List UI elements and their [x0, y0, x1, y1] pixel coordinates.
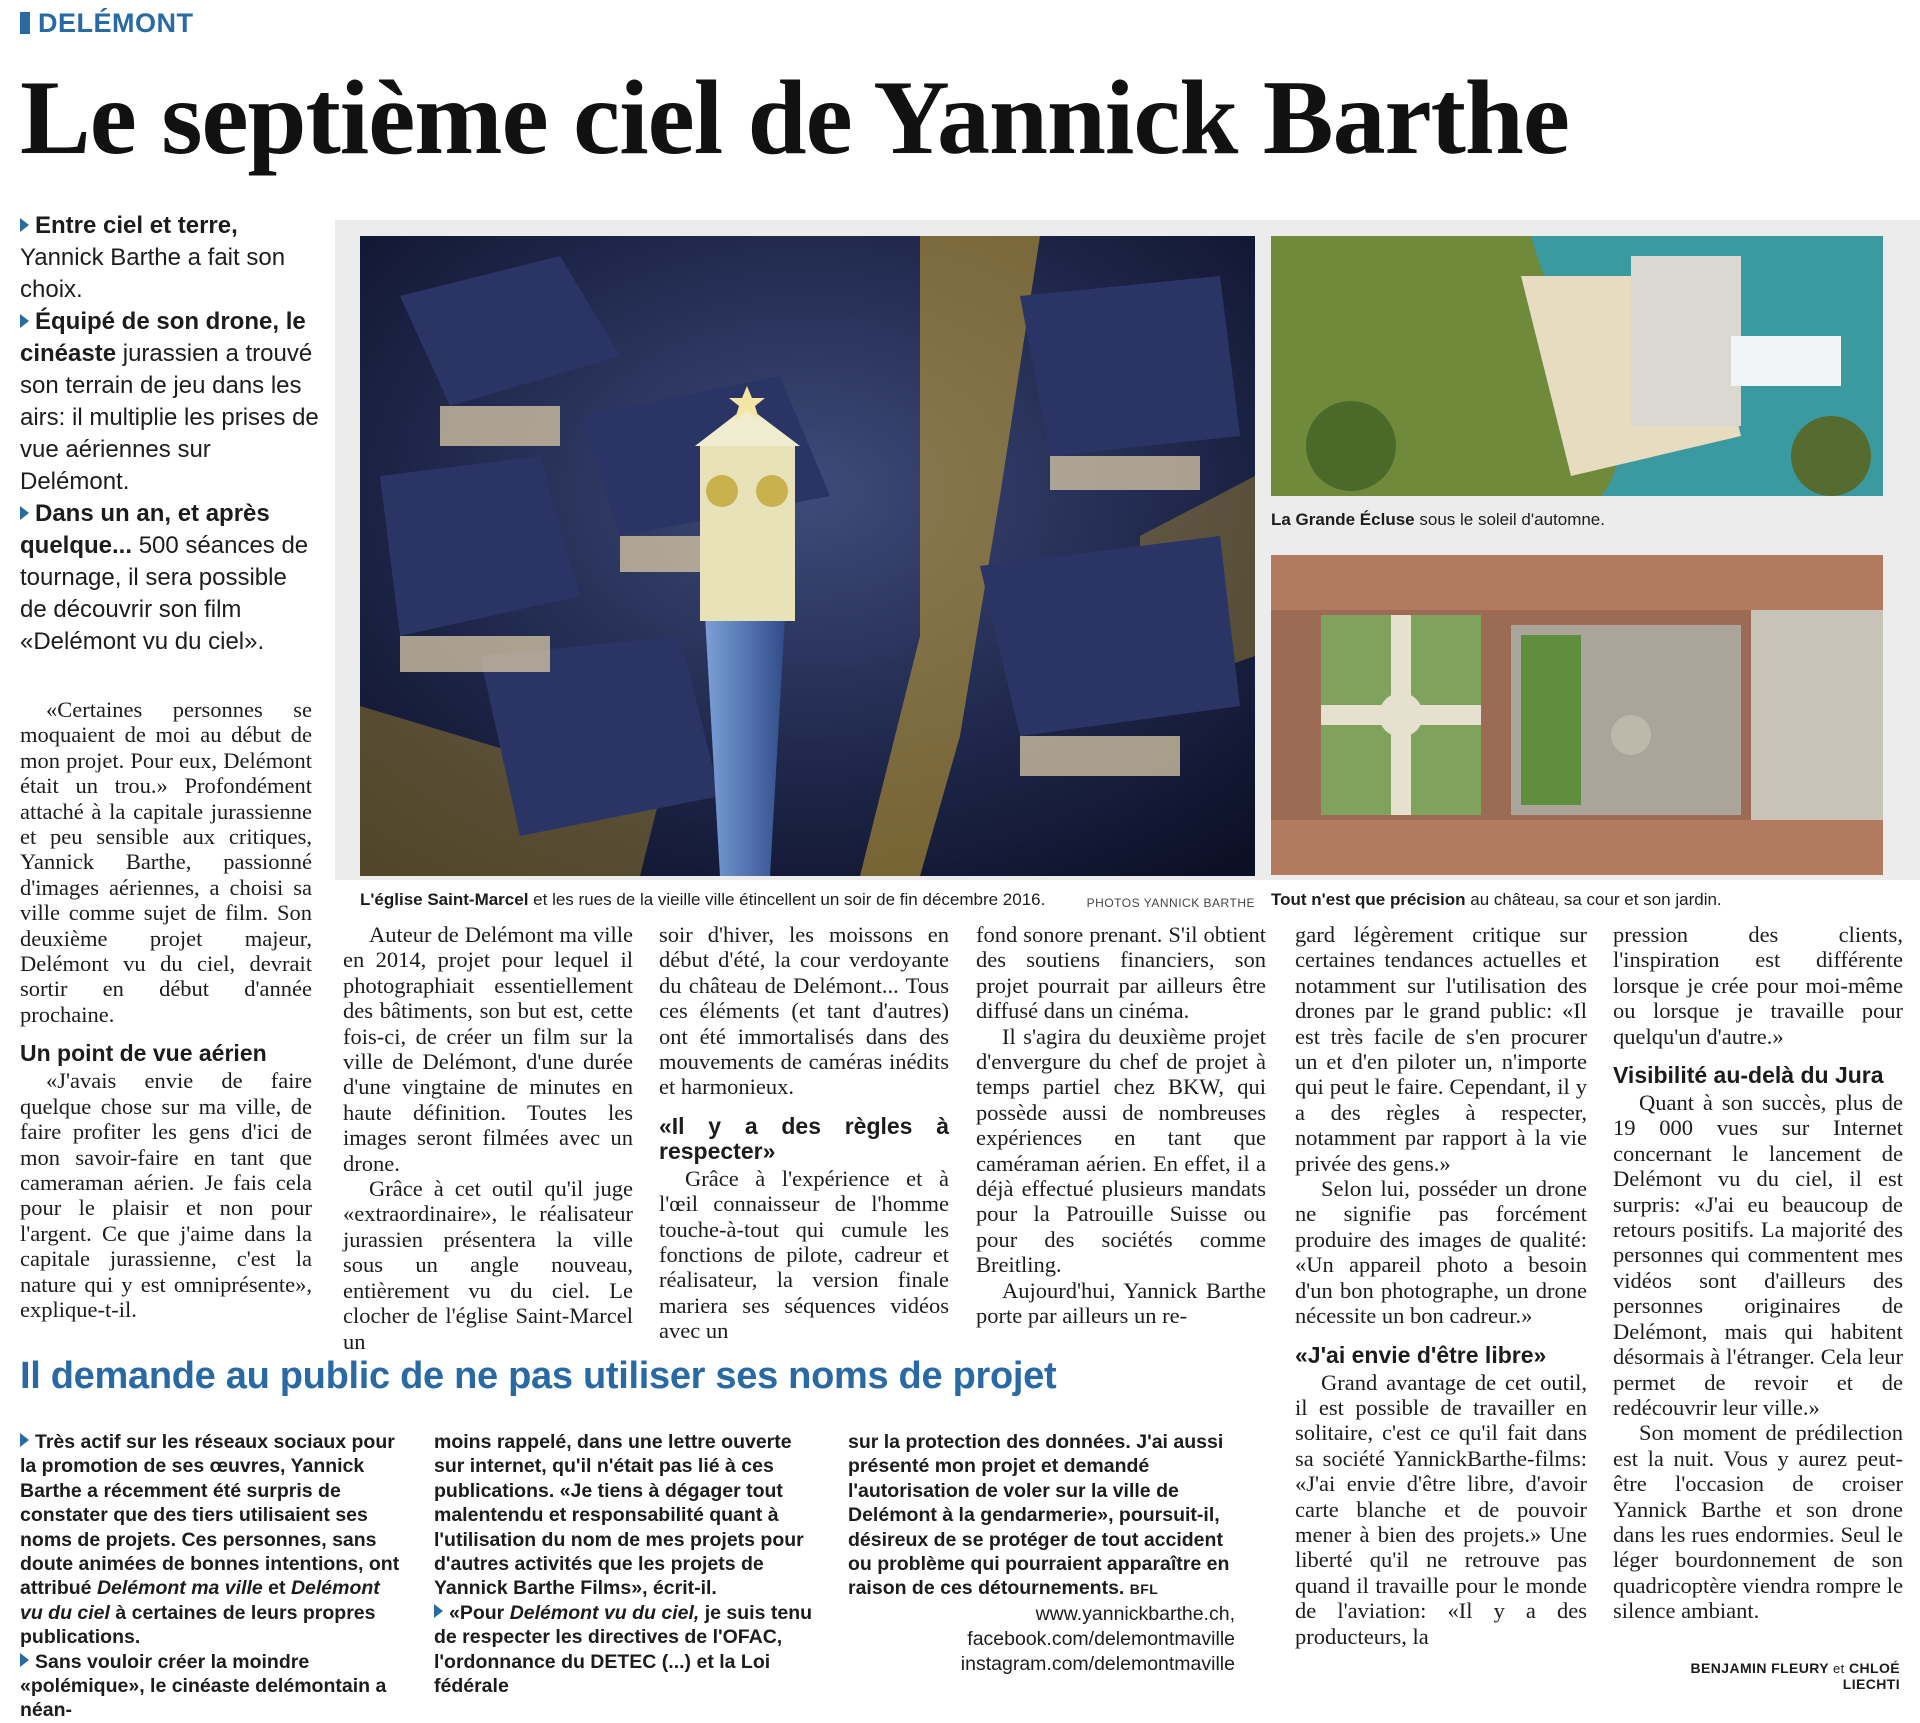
- box-signature: BFL: [1129, 1581, 1159, 1598]
- grande-ecluse-caption: La Grande Écluse sous le soleil d'automne.: [1271, 510, 1605, 529]
- article-column-5: gard légèrement critique sur certaines tendances actuelles et notamment sur l'utilisation des drones par le grand public: «Il est très facile de s'en procurer un et d'en piloter un, n'importe qui peut le faire. Cependant, il y a des règles à respecter, notamment par rapport à la vie privée des gens.» Selon lui, posséder un drone ne signifie pas forcément produire des images de qualité: «Un appareil photo a besoin d'un bon photographe, un drone nécessite un bon cadreur.» «J'ai envie d'être libre» Grand avantage de cet outil, il est possible de travailler en solitaire, c'est ce qu'il fait dans sa société YannickBarthe-films: «J'ai envie d'être libre, d'avoir carte blanche et de pouvoir mener à bien des projets.» Une liberté qu'il ne retrouve pas quand il travaille pour le monde de l'aviation: «Il y a des producteurs, la: [1295, 922, 1587, 1649]
- lead-point-1: Entre ciel et terre, Yannick Barthe a fait son choix.: [20, 212, 286, 303]
- photo-chateau: [1271, 555, 1883, 875]
- box-column-2: moins rappelé, dans une lettre ouverte sur internet, qu'il n'était pas lié à ces publications. «Je tiens à dégager tout malentendu et responsabilité quant à l'utilisation du nom de mes projets pour d'autres activités que les projets de Yannick Barthe Films», écrit-il. «Pour Delémont vu du ciel, je suis tenu de respecter les directives de l'OFAC, l'ordonnance du DETEC (...) et la Loi fédérale: [434, 1431, 813, 1698]
- article-column-3: soir d'hiver, les moissons en début d'été, la cour verdoyante du château de Delémont... Tous ces éléments (et tant d'autres) ont été immortalisés dans des mouvements de caméras inédits et harmonieux. «Il y a des règles à respecter» Grâce à l'expérience et à l'œil connaisseur de l'homme touche-à-tout qui cumule les fonctions de pilote, cadreur et réalisateur, la version finale mariera ses séquences vidéos avec un: [659, 922, 949, 1344]
- subheading: Visibilité au-delà du Jura: [1613, 1062, 1884, 1089]
- subheading: «Il y a des règles à respecter»: [659, 1112, 949, 1164]
- box-column-1: Très actif sur les réseaux sociaux pour la promotion de ses œuvres, Yannick Barthe a récemment été surpris de constater que des tiers utilisaient ses noms de projets. Ces personnes, sans doute animées de bonnes intentions, ont attribué Delémont ma ville et Delémont vu du ciel à certaines de leurs propres publications. Sans vouloir créer la moindre «polémique», le cinéaste delémontain a néan-: [20, 1431, 400, 1722]
- box-column-3: sur la protection des données. J'ai aussi présenté mon projet et demandé l'autorisation de voler sur la ville de Delémont à la gendarmerie», poursuit-il, désireux de se protéger de tout accident ou problème qui pourraient apparaître en raison de ces détournements. BFL: [848, 1431, 1230, 1600]
- link-website[interactable]: www.yannickbarthe.ch,: [1035, 1603, 1235, 1625]
- link-facebook[interactable]: facebook.com/delemontmaville: [967, 1628, 1235, 1650]
- lead-summary: [20, 210, 320, 658]
- main-photo-saint-marcel: [360, 236, 1255, 876]
- subheading: «J'ai envie d'être libre»: [1295, 1341, 1547, 1368]
- photo-credit: PHOTOS YANNICK BARTHE: [1086, 896, 1255, 910]
- bullet-triangle-icon: [20, 1433, 29, 1447]
- river-lock-illustration: [1271, 236, 1883, 496]
- article-column-1: «Certaines personnes se moquaient de moi au début de mon projet. Pour eux, Delémont était un trou.» Profondément attaché à la capitale jurassienne et peu sensible aux critiques, Yannick Barthe, passionné d'images aériennes, a choisi sa ville comme sujet de film. Son deuxième projet majeur, Delémont vu du ciel, devrait sortir en début d'année prochaine. Un point de vue aérien «J'avais envie de faire quelque chose sur ma ville, de faire profiter les gens d'ici de mon savoir-faire en tant que cameraman aérien. Je fais cela pour le plaisir et non pour l'argent. Ce que j'aime dans la capitale jurassienne, c'est la nature qui y est omniprésente», explique-t-il.: [20, 697, 312, 1322]
- page-title: Le septième ciel de Yannick Barthe: [20, 59, 1569, 176]
- lead-point-3: Dans un an, et après quelque... 500 séances de tournage, il sera possible de découvrir son film «Delémont vu du ciel».: [20, 500, 309, 655]
- lead-point-2: Équipé de son drone, le cinéaste jurassien a trouvé son terrain de jeu dans les airs: il multiplie les prises de vue aériennes sur Delémont.: [20, 308, 319, 495]
- bullet-triangle-icon: [20, 1653, 29, 1667]
- photo-panel: [335, 220, 1920, 910]
- author-signature: BENJAMIN FLEURY et CHLOÉ LIECHTI: [1690, 1660, 1900, 1692]
- main-photo-caption: L'église Saint-Marcel et les rues de la vieille ville étincellent un soir de fin décembre 2016. PHOTOS YANNICK BARTHE: [360, 890, 1255, 910]
- link-instagram[interactable]: instagram.com/delemontmaville: [960, 1653, 1235, 1675]
- castle-garden-illustration: [1271, 555, 1883, 875]
- church-tower-illustration: [360, 236, 1255, 876]
- section-marker-icon: [20, 12, 30, 34]
- subheading: Un point de vue aérien: [20, 1040, 267, 1067]
- bullet-triangle-icon: [20, 506, 29, 520]
- article-column-4: fond sonore prenant. S'il obtient des soutiens financiers, son projet pourrait par ailleurs être diffusé dans un cinéma. Il s'agira du deuxième projet d'envergure du chef de projet à temps partiel chez BKW, qui possède aussi de nombreuses expériences en tant que caméraman aérien. En effet, il a déjà effectué plusieurs mandats pour la Patrouille Suisse ou pour des sociétés comme Breitling. Aujourd'hui, Yannick Barthe porte par ailleurs un re-: [976, 922, 1266, 1329]
- box-title: Il demande au public de ne pas utiliser ses noms de projet: [20, 1355, 1057, 1397]
- photo-grande-ecluse: [1271, 236, 1883, 496]
- bullet-triangle-icon: [20, 218, 29, 232]
- bullet-triangle-icon: [434, 1604, 443, 1618]
- article-column-6: pression des clients, l'inspiration est différente lorsque je crée pour moi-même ou lorsque je travaille pour quelqu'un d'autre.» Visibilité au-delà du Jura Quant à son succès, plus de 19 000 vues sur Internet concernant le lancement de Delémont vu du ciel, il est surpris: «J'ai eu beaucoup de retours positifs. La majorité des personnes qui commentent mes vidéos sont d'ailleurs des personnes originaires de Delémont, mais qui habitent désormais à l'étranger. Cela leur permet de revoir et de redécouvrir leur ville.» Son moment de prédilection est la nuit. Vous y aurez peut-être l'occasion de croiser Yannick Barthe et son drone dans les rues endormies. Seul le léger bourdonnement de son quadricoptère viendra rompre le silence ambiant.: [1613, 922, 1903, 1624]
- web-links: [900, 1602, 1235, 1677]
- chateau-caption: Tout n'est que précision au château, sa cour et son jardin.: [1271, 890, 1722, 909]
- bullet-triangle-icon: [20, 314, 29, 328]
- section-label: DELÉMONT: [20, 8, 194, 39]
- article-column-2: Auteur de Delémont ma ville en 2014, projet pour lequel il photographiait essentiellement des bâtiments, son but est, cette fois-ci, de créer un film sur la ville de Delémont, d'une durée d'une vingtaine de minutes en haute définition. Toutes les images seront filmées avec un drone. Grâce à cet outil qu'il juge «extraordinaire», le réalisateur jurassien présentera la ville sous un angle nouveau, entièrement vu du ciel. Le clocher de l'église Saint-Marcel un: [343, 922, 633, 1354]
